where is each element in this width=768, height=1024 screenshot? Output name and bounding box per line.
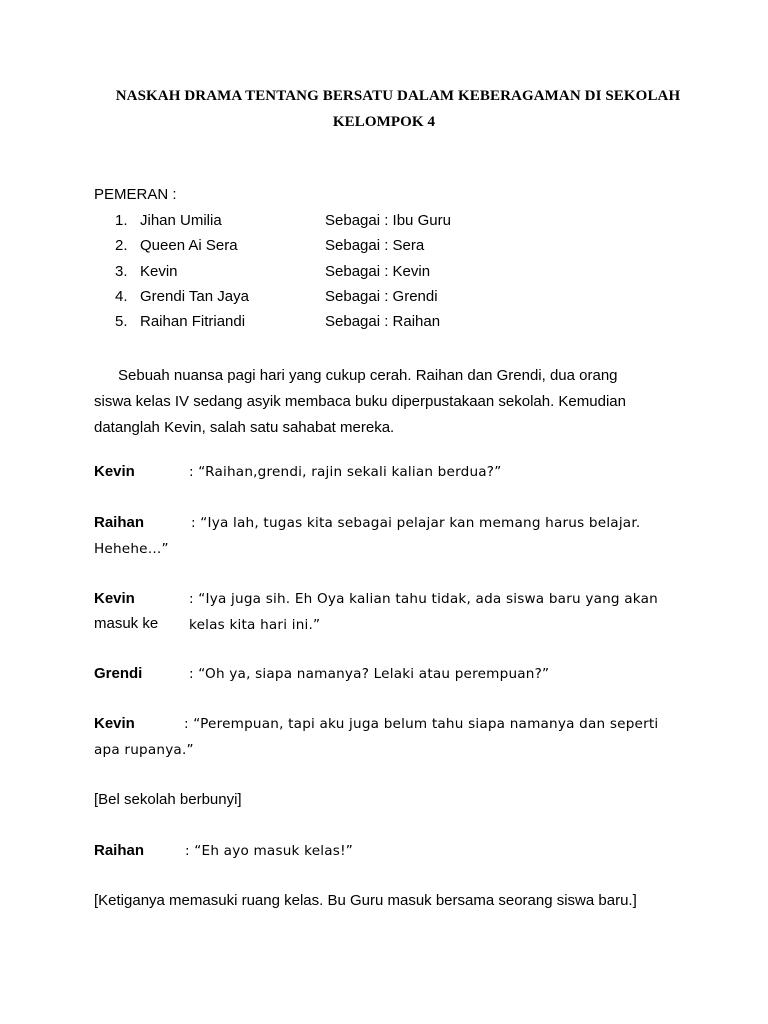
dialogue-line: : “Iya juga sih. Eh Oya kalian tahu tidak, ada siswa baru yang akan [189, 591, 658, 607]
dialogue-continuation: masuk ke [94, 615, 159, 632]
speaker-name: Kevin [94, 590, 135, 607]
cast-role: Sebagai : Grendi [325, 287, 438, 305]
dialogue-continuation: kelas kita hari ini.” [189, 617, 321, 633]
cast-item [0, 288, 768, 313]
stage-direction: [Ketiganya memasuki ruang kelas. Bu Guru masuk bersama seorang siswa baru.] [94, 892, 637, 909]
cast-role: Sebagai : Kevin [325, 262, 431, 280]
group-title: KELOMPOK 4 [332, 114, 436, 130]
cast-item [0, 263, 768, 288]
cast-role: Sebagai : Raihan [325, 313, 441, 331]
cast-name: Queen Ai Sera [140, 237, 238, 255]
dialogue-line: : “Eh ayo masuk kelas!” [185, 843, 353, 859]
cast-item [0, 212, 768, 237]
dialogue-continuation: apa rupanya.” [94, 742, 194, 758]
dialogue-line: : “Perempuan, tapi aku juga belum tahu siapa namanya dan seperti [184, 716, 659, 732]
dialogue-line: : “Oh ya, siapa namanya? Lelaki atau perempuan?” [189, 666, 550, 682]
cast-role: Sebagai : Ibu Guru [325, 212, 451, 229]
dialogue-line: : “Raihan,grendi, rajin sekali kalian berdua?” [189, 464, 502, 480]
cast-item [0, 313, 768, 338]
cast-heading: PEMERAN : [94, 186, 177, 203]
speaker-name: Grendi [94, 665, 143, 682]
stage-direction: [Bel sekolah berbunyi] [94, 791, 242, 808]
speaker-name: Raihan [94, 842, 145, 859]
cast-name: Jihan Umilia [140, 212, 222, 229]
cast-number: 3. [115, 262, 128, 280]
cast-number: 4. [115, 287, 128, 305]
cast-name: Raihan Fitriandi [140, 313, 246, 331]
cast-number: 1. [115, 212, 128, 229]
narration-line: siswa kelas IV sedang asyik membaca buku diperpustakaan sekolah. Kemudian [94, 393, 626, 410]
cast-number: 5. [115, 313, 128, 331]
cast-role: Sebagai : Sera [325, 237, 425, 255]
dialogue-continuation: Hehehe…” [94, 541, 169, 557]
speaker-name: Kevin [94, 463, 135, 480]
narration-line: datanglah Kevin, salah satu sahabat mereka. [94, 419, 395, 436]
dialogue-line: : “Iya lah, tugas kita sebagai pelajar kan memang harus belajar. [191, 515, 641, 531]
cast-name: Kevin [140, 262, 178, 280]
speaker-name: Kevin [94, 715, 135, 732]
cast-list [0, 212, 768, 338]
opening-narration [94, 363, 654, 441]
speaker-name: Raihan [94, 514, 145, 531]
cast-number: 2. [115, 237, 128, 255]
narration-line: Sebuah nuansa pagi hari yang cukup cerah. Raihan dan Grendi, dua orang [118, 367, 618, 384]
cast-name: Grendi Tan Jaya [140, 287, 249, 305]
cast-item [0, 237, 768, 262]
document-title: NASKAH DRAMA TENTANG BERSATU DALAM KEBERAGAMAN DI SEKOLAH [115, 88, 681, 104]
